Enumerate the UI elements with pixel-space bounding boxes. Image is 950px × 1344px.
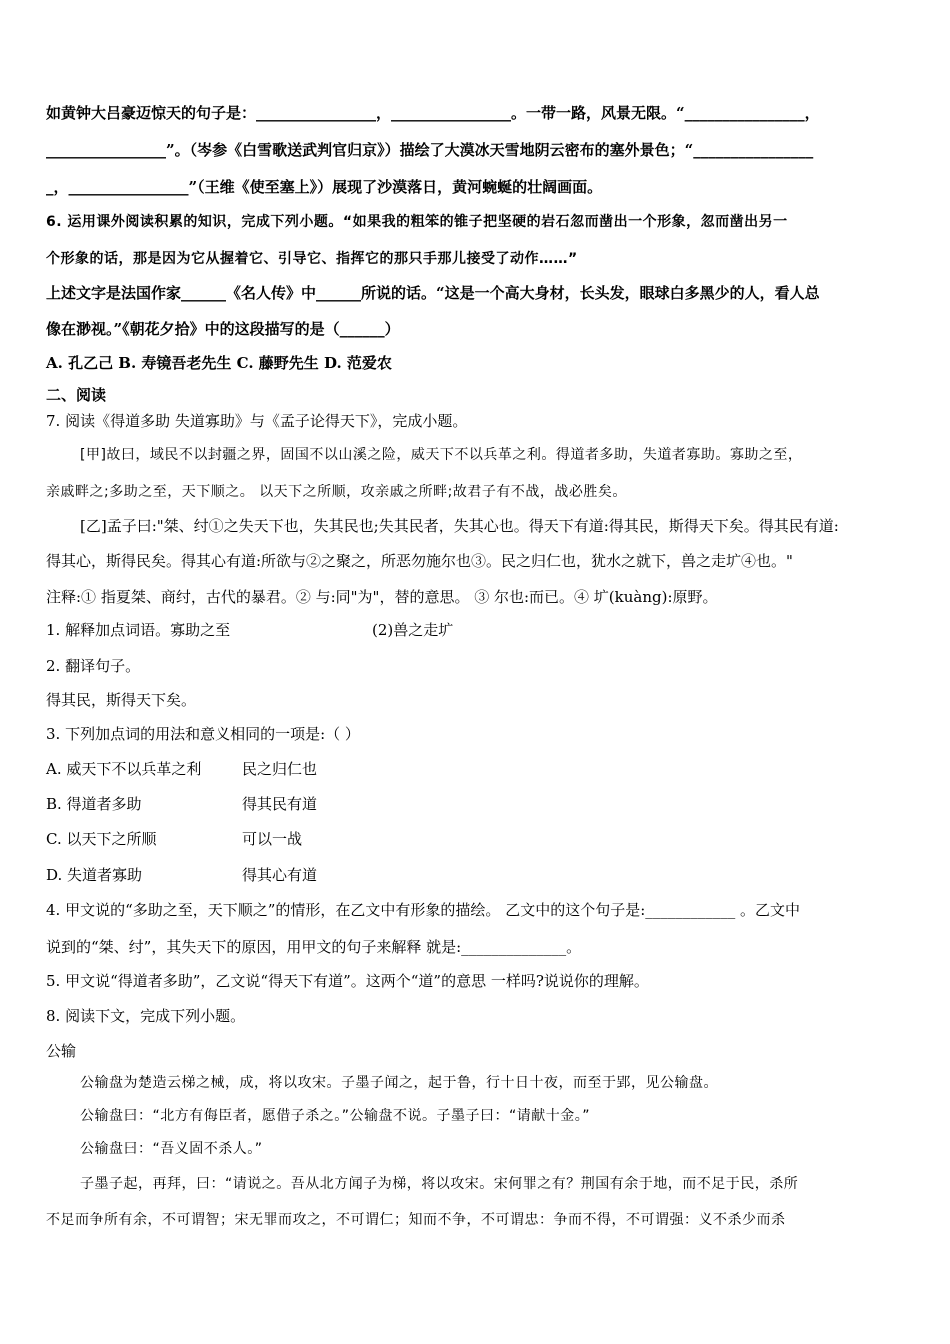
question-7-prompt: 7. 阅读《得道多助 失道寡助》与《孟子论得天下》，完成小题。 <box>46 412 468 430</box>
question-6-quote: 个形象的话，那是因为它从握着它、引导它、指挥它的那只手那儿接受了动作……” <box>46 251 578 267</box>
question-6-prompt: 6. 运用课外阅读积累的知识，完成下列小题。“如果我的粗笨的锥子把坚硬的岩石忽而凿出一个形象，忽而凿出另一 <box>46 214 788 230</box>
passage-yi-line-1: [乙]孟子曰:"桀、纣①之失天下也，失其民也;失其民者，失其心也。得天下有道:得其民，斯得天下矣。得其民有道: <box>80 517 839 535</box>
question-8-prompt: 8. 阅读下文，完成下列小题。 <box>46 1007 246 1025</box>
subquestion-4-line-2: 说到的“桀、纣”，其失天下的原因，用甲文的句子来解释 就是:______________。 <box>46 938 582 956</box>
option-a-compare: 民之归仁也 <box>242 760 318 778</box>
subquestion-1: 1. 解释加点词语。寡助之至 <box>46 621 231 639</box>
question-6-stem-1: 上述文字是法国作家______《名人传》中______所说的话。“这是一个高大身材，长头发，眼球白多黑少的人，看人总 <box>46 284 820 302</box>
poem-fill-line-3: _，________________”（王维《使至塞上》）展现了沙漠落日，黄河蜿蜒的壮阔画面。 <box>46 178 603 196</box>
passage-gongshu-line-4: 子墨子起，再拜，曰：“请说之。吾从北方闻子为梯，将以攻宋。宋何罪之有？荆国有余于地，而不足于民，杀所 <box>80 1176 799 1192</box>
option-b-compare: 得其民有道 <box>242 795 318 813</box>
annotations: 注释:① 指夏桀、商纣，古代的暴君。② 与:同"为"，替的意思。 ③ 尔也:而已。④ 圹(kuàng):原野。 <box>46 588 718 606</box>
poem-fill-line-2: ________________”。（岑参《白雪歌送武判官归京》）描绘了大漠冰天雪地阴云密布的塞外景色；“________________ <box>46 141 814 159</box>
passage-yi-line-2: 得其心，斯得民矣。得其心有道:所欲与②之聚之，所恶勿施尔也③。民之归仁也，犹水之就下，兽之走圹④也。" <box>46 552 793 570</box>
passage-gongshu-line-5: 不足而争所有余，不可谓智；宋无罪而攻之，不可谓仁；知而不争，不可谓忠：争而不得，不可谓强：义不杀少而杀 <box>46 1212 786 1228</box>
passage-gongshu-line-3: 公输盘曰：“吾义固不杀人。” <box>80 1141 263 1157</box>
option-c: C. 以天下之所顺 <box>46 830 157 848</box>
section-heading-reading: 二、阅读 <box>46 386 107 404</box>
translate-sentence: 得其民，斯得天下矣。 <box>46 691 197 709</box>
option-c-compare: 可以一战 <box>242 830 303 848</box>
option-b: B. 得道者多助 <box>46 795 142 813</box>
passage-gongshu-line-2: 公输盘曰：“北方有侮臣者，愿借子杀之。”公输盘不说。子墨子曰：“请献十金。” <box>80 1108 591 1124</box>
subquestion-2: 2. 翻译句子。 <box>46 657 141 675</box>
passage-jia-line-1: [甲]故曰，域民不以封疆之界，固国不以山溪之险，威天下不以兵革之利。得道者多助，失道者寡助。寡助之至， <box>80 447 803 463</box>
passage-title: 公输 <box>46 1042 77 1060</box>
poem-fill-line-1: 如黄钟大吕豪迈惊天的句子是：________________，________________。一带一路，风景无限。“________________， <box>46 104 820 122</box>
subquestion-1-part-2: (2)兽之走圹 <box>372 621 454 639</box>
option-a: A. 威天下不以兵革之利 <box>46 760 202 778</box>
question-6-stem-2: 像在渺视。”《朝花夕拾》中的这段描写的是（______） <box>46 320 400 338</box>
subquestion-4-line-1: 4. 甲文说的“多助之至，天下顺之”的情形，在乙文中有形象的描绘。 乙文中的这个句子是:____________ 。乙文中 <box>46 901 801 919</box>
question-6-options: A. 孔乙己 B. 寿镜吾老先生 C. 藤野先生 D. 范爱农 <box>46 354 392 372</box>
subquestion-5: 5. 甲文说“得道者多助”，乙文说“得天下有道”。这两个“道”的意思 一样吗?说说你的理解。 <box>46 972 649 990</box>
option-d-compare: 得其心有道 <box>242 866 318 884</box>
option-d: D. 失道者寡助 <box>46 866 143 884</box>
passage-jia-line-2: 亲戚畔之;多助之至，天下顺之。 以天下之所顺，攻亲戚之所畔;故君子有不战，战必胜矣。 <box>46 484 627 500</box>
subquestion-3: 3. 下列加点词的用法和意义相同的一项是:（ ） <box>46 725 360 743</box>
passage-gongshu-line-1: 公输盘为楚造云梯之械，成，将以攻宋。子墨子闻之，起于鲁，行十日十夜，而至于郢，见公输盘。 <box>80 1075 718 1091</box>
